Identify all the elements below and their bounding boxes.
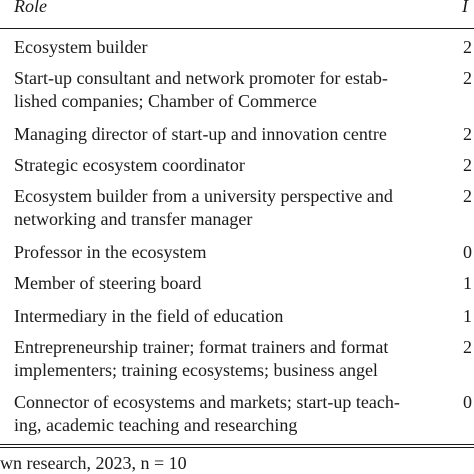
role-line: Ecosystem builder [14, 37, 148, 57]
second-cell: 2 [463, 337, 472, 357]
second-cell: 0 [463, 392, 472, 412]
second-cell: 2 [463, 155, 472, 175]
table-header [0, 0, 474, 26]
bottom-rule-double [0, 447, 474, 448]
role-cell [14, 272, 454, 295]
role-cell [14, 154, 454, 177]
bottom-rule [0, 444, 474, 445]
header-rule [0, 28, 474, 29]
role-line: Managing director of start-up and innovation centre [14, 124, 387, 144]
role-line: Connector of ecosystems and markets; start-up teach- [14, 392, 400, 412]
table-footnote: wn research, 2023, n = 10 [0, 453, 187, 473]
role-cell [14, 67, 454, 113]
role-cell [14, 336, 454, 382]
role-cell [14, 391, 454, 437]
role-line: implementers; training ecosystems; business angel [14, 360, 378, 380]
role-line: Strategic ecosystem coordinator [14, 155, 245, 175]
role-cell [14, 36, 454, 59]
role-line: Intermediary in the field of education [14, 306, 284, 326]
role-line: ing, academic teaching and researching [14, 415, 298, 435]
role-line: lished companies; Chamber of Commerce [14, 91, 317, 111]
header-second-column: I [462, 0, 468, 16]
role-cell [14, 123, 454, 146]
role-line: networking and transfer manager [14, 209, 253, 229]
second-cell: 1 [463, 273, 472, 293]
role-cell [14, 185, 454, 231]
role-line: Entrepreneurship trainer; format trainers and format [14, 337, 389, 357]
role-line: Ecosystem builder from a university perspective and [14, 186, 393, 206]
role-cell [14, 241, 454, 264]
role-line: Member of steering board [14, 273, 202, 293]
second-cell: 2 [463, 68, 472, 88]
second-cell: 2 [463, 186, 472, 206]
role-line: Start-up consultant and network promoter for estab- [14, 68, 388, 88]
role-line: Professor in the ecosystem [14, 242, 207, 262]
second-cell: 0 [463, 242, 472, 262]
second-cell: 2 [463, 124, 472, 144]
second-cell: 2 [463, 37, 472, 57]
header-role: Role [14, 0, 47, 16]
second-cell: 1 [463, 306, 472, 326]
role-cell [14, 305, 454, 328]
